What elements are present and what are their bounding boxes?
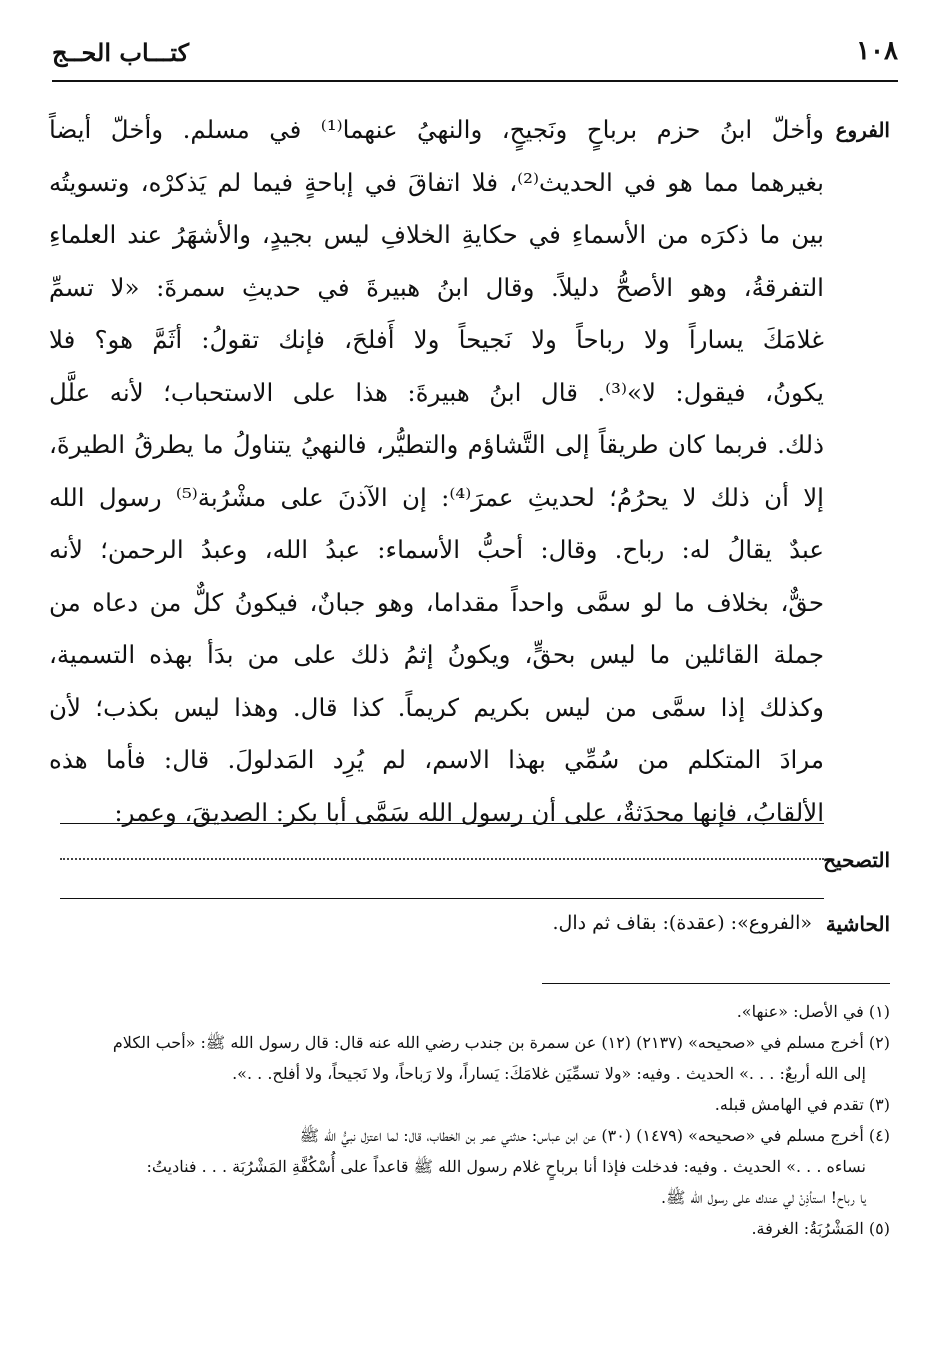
text-line: بغيرهما مما هو في الحديث⁽²⁾، فلا اتفاقَ في إباحةٍ فيما لم يَذكرْه، وتسويتُه bbox=[49, 167, 824, 197]
text-line: مرادَ المتكلم من سُمِّي بهذا الاسم، لم يُرِد المَدلولَ. قال: فأما هذه bbox=[49, 745, 824, 774]
side-label-hashiya: الحاشية bbox=[825, 912, 890, 936]
footnote-line: نساءه . . .» الحديث . وفيه: فدخلت فإذا أنا برباحٍ غلام رسول الله ﷺ قاعداً على أُسْكُفَّةِ المَشْرُبَة . . . فناديتُ: bbox=[146, 1157, 866, 1176]
footnote-line: يا رباح! استأذِنْ لي عندك على رسول الله ﷺ. bbox=[661, 1188, 866, 1207]
main-text bbox=[49, 104, 824, 839]
footnote-line: (٤) أخرج مسلم في «صحيحه» (١٤٧٩) (٣٠) عن ابن عباس: حدثني عمر بن الخطاب، قال: لما اعتزل نبيُّ الله ﷺ bbox=[299, 1126, 890, 1145]
page-header bbox=[52, 36, 898, 76]
text-line: التفرقةُ، وهو الأصحُّ دليلاً. وقال ابنُ هبيرةَ في حديثِ سمرةَ: «لا تسمِّ bbox=[49, 272, 824, 302]
text-line: حقٌّ، بخلاف ما لو سمَّى واحداً مقداما، وهو جبانٌ، فيكونُ كلٌّ من دعاه من bbox=[49, 587, 824, 617]
side-label-tashih: التصحيح bbox=[823, 848, 890, 872]
footnote-line: (٥) المَشْرُبَةُ: الغرفة. bbox=[751, 1219, 890, 1238]
footnote-line: (٢) أخرج مسلم في «صحيحه» (٢١٣٧) (١٢) عن سمرة بن جندب رضي الله عنه قال: قال رسول الله ﷺ: «أحب الكلام bbox=[112, 1033, 890, 1052]
text-line: وأخلّ ابنُ حزم برباحٍ ونَجيحٍ، والنهيُ عنهما⁽¹⁾ في مسلم. وأخلّ أيضاً bbox=[49, 115, 824, 144]
side-label-furu: الفروع bbox=[835, 118, 890, 142]
tashih-dotted-line bbox=[60, 838, 824, 860]
text-line: جملة القائلين ما ليس بحقٍّ، ويكونُ إثمُ ذلك على من بدَأ بهذه التسمية، bbox=[49, 640, 824, 669]
text-line: الألقابُ، فإنها محدَثةٌ، على أن رسول الله سَمَّى أبا بكر: الصديقَ، وعمر: bbox=[114, 797, 824, 827]
page-number: ١٠٨ bbox=[856, 36, 898, 66]
header-rule bbox=[52, 80, 898, 82]
book-title: كتـــاب الحــج bbox=[52, 38, 190, 67]
section-rule-top bbox=[60, 823, 824, 824]
text-line: ذلك. فربما كان طريقاً إلى التَّشاؤم والتطيُّر، فالنهيُ يتناولُ ما يطرقُ الطيرةَ، bbox=[49, 430, 824, 459]
footnote-line: إلى الله أربعٌ: . . .» الحديث . وفيه: «ولا تسمِّيَن غلامَكَ: يَساراً، ولا رَباحاً، ولا نَجيحاً، ولا أفلح. . .». bbox=[232, 1064, 866, 1083]
footnote-line: (٣) تقدم في الهامش قبله. bbox=[714, 1095, 890, 1114]
hashiya-text: «الفروع»: (عقدة): بقاف ثم دال. bbox=[552, 912, 812, 934]
text-line: عبدٌ يقالُ له: رباح. وقال: أحبُّ الأسماء: عبدُ الله، وعبدُ الرحمن؛ لأنه bbox=[49, 535, 824, 564]
text-line: يكونُ، فيقول: لا»⁽³⁾. قال ابنُ هبيرةَ: هذا على الاستحباب؛ لأنه علَّل bbox=[49, 377, 824, 407]
text-line: وكذلك إذا سمَّى من ليس بكريم كريماً. كذا قال. وهذا ليس بكذب؛ لأن bbox=[49, 692, 824, 722]
footnote-line: (١) في الأصل: «عنها». bbox=[736, 1002, 890, 1021]
text-line: بين ما ذكرَه من الأسماءِ في حكايةِ الخلافِ ليس بجيدٍ، والأشهَرُ عند العلماءِ bbox=[49, 220, 824, 249]
section-rule-bottom bbox=[60, 898, 824, 899]
text-line: إلا أن ذلك لا يحرُمُ؛ لحديثِ عمرَ⁽⁴⁾: إن الآذنَ على مشْرُبة⁽⁵⁾ رسول الله bbox=[49, 482, 824, 512]
footnote-rule bbox=[542, 983, 890, 984]
text-line: غلامَكَ يساراً ولا رباحاً ولا نَجيحاً ولا أَفلحَ، فإنك تقولُ: أثَمَّ هو؟ فلا bbox=[49, 325, 824, 354]
footnotes bbox=[50, 996, 890, 1244]
